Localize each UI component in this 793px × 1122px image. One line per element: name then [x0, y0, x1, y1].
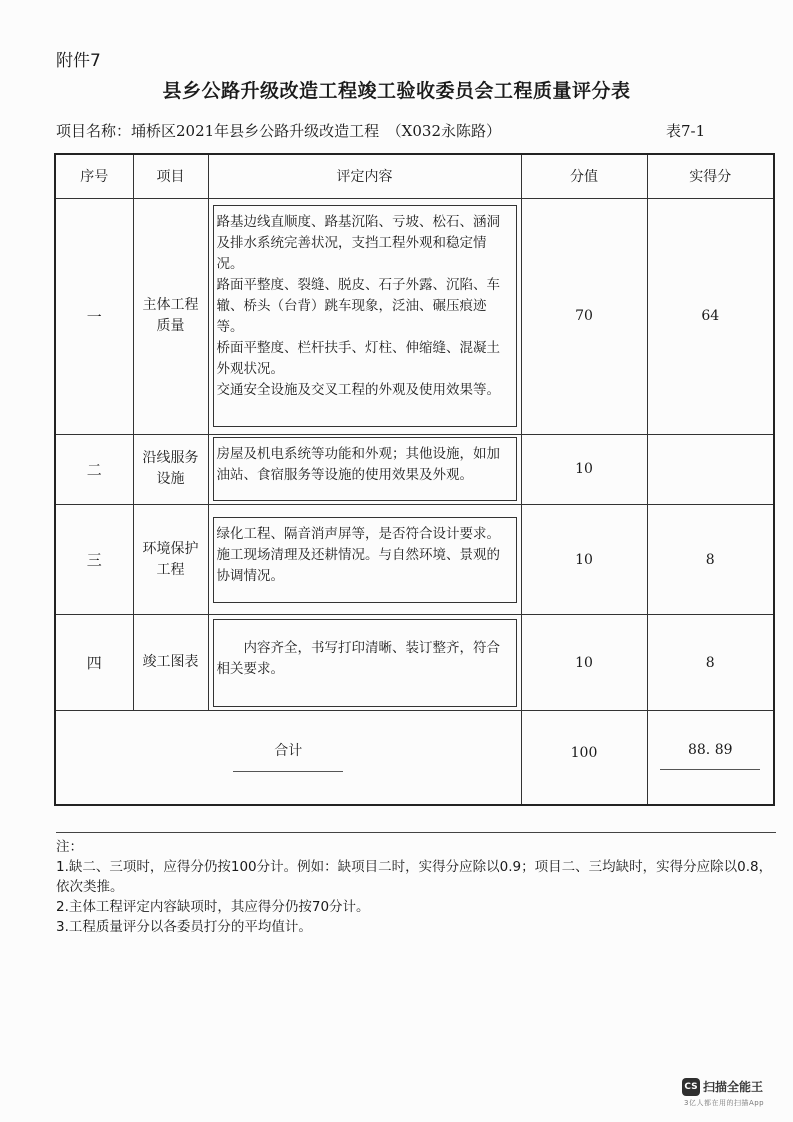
total-underline	[233, 771, 343, 772]
header-row	[55, 154, 774, 198]
row-score: 10	[521, 615, 647, 711]
note-item: 3.工程质量评分以各委员打分的平均值计。	[56, 919, 312, 935]
content-line: 房屋及机电系统等功能和外观；其他设施，如加油站、食宿服务等设施的使用效果及外观。	[216, 446, 500, 484]
total-actual-underline	[660, 769, 760, 770]
row-item: 竣工图表	[133, 615, 208, 711]
content-line: 桥面平整度、栏杆扶手、灯柱、伸缩缝、混凝土外观状况。	[216, 340, 500, 378]
row-content	[208, 505, 521, 615]
row-index: 三	[55, 505, 133, 615]
content-line: 交通安全设施及交叉工程的外观及使用效果等。	[216, 382, 500, 399]
row-index: 二	[55, 434, 133, 504]
table-row	[55, 615, 774, 711]
attachment-label: 附件7	[56, 51, 101, 71]
row-actual: 8	[647, 615, 774, 711]
content-line: 绿化工程、隔音消声屏等，是否符合设计要求。施工现场清理及还耕情况。与自然环境、景观的协调情况。	[216, 525, 500, 584]
scanner-watermark	[682, 1076, 764, 1108]
note-item: 2.主体工程评定内容缺项时，其应得分仍按70分计。	[56, 899, 370, 915]
header-actual: 实得分	[647, 154, 774, 198]
header-content: 评定内容	[208, 154, 521, 198]
table-row	[55, 434, 774, 504]
row-actual: 64	[647, 198, 774, 434]
row-score: 70	[521, 198, 647, 434]
row-score: 10	[521, 505, 647, 615]
notes-heading: 注：	[56, 839, 83, 855]
table-row	[55, 505, 774, 615]
total-actual-value: 88. 89	[687, 741, 733, 758]
header-index: 序号	[55, 154, 133, 198]
scanner-tagline: 3亿人都在用的扫描App	[684, 1098, 765, 1107]
total-score-value: 100	[570, 744, 598, 761]
total-score	[521, 711, 647, 805]
row-content	[208, 615, 521, 711]
row-index: 一	[55, 198, 133, 434]
score-table	[54, 153, 775, 806]
header-score: 分值	[521, 154, 647, 198]
project-meta	[56, 120, 716, 141]
row-score: 10	[521, 434, 647, 504]
content-line: 内容齐全，书写打印清晰、装订整齐，符合相关要求。	[216, 639, 500, 677]
row-item: 沿线服务设施	[133, 434, 208, 504]
header-item: 项目	[133, 154, 208, 198]
notes-section	[56, 832, 776, 937]
note-item: 1.缺二、三项时，应得分仍按100分计。例如：缺项目二时，实得分应除以0.9；项目二、三均缺时，实得分应除以0.8，依次类推。	[56, 859, 773, 895]
row-content	[208, 434, 521, 504]
total-actual	[647, 711, 774, 805]
row-actual: 8	[647, 505, 774, 615]
total-label: 合计	[274, 742, 303, 759]
total-row	[55, 711, 774, 805]
table-number: 表7-1	[666, 122, 706, 140]
table-row	[55, 198, 774, 434]
row-item: 环境保护工程	[133, 505, 208, 615]
row-content	[208, 198, 521, 434]
row-index: 四	[55, 615, 133, 711]
row-actual	[647, 434, 774, 504]
document-title: 县乡公路升级改造工程竣工验收委员会工程质量评分表	[162, 80, 631, 102]
content-line: 路基边线直顺度、路基沉陷、亏坡、松石、涵洞及排水系统完善状况，支挡工程外观和稳定情况。	[216, 214, 500, 273]
row-item: 主体工程质量	[133, 198, 208, 434]
project-name: 项目名称：埇桥区2021年县乡公路升级改造工程 （X032永陈路）	[56, 122, 501, 140]
content-line: 路面平整度、裂缝、脱皮、石子外露、沉陷、车辙、桥头（台背）跳车现象，泛油、碾压痕迹等。	[216, 277, 500, 336]
total-label-cell	[55, 711, 521, 805]
scanner-name: 扫描全能王	[703, 1080, 764, 1094]
scanner-logo-icon: CS	[682, 1078, 700, 1096]
